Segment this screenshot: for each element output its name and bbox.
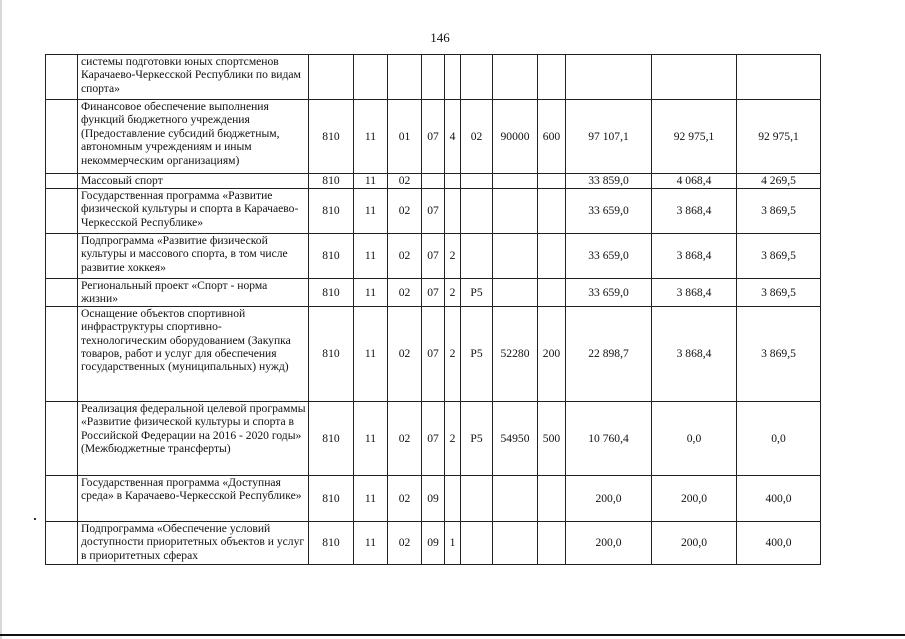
amount-2020-cell: 10 760,4 bbox=[566, 401, 652, 475]
code-expense-type-cell bbox=[538, 174, 566, 189]
code-subprogram-cell bbox=[445, 55, 461, 100]
code-subsection-cell: 02 bbox=[388, 306, 422, 401]
code-subsection-cell: 02 bbox=[388, 174, 422, 189]
amount-2022-cell: 3 869,5 bbox=[737, 234, 821, 279]
code-ministry-cell: 810 bbox=[309, 521, 354, 564]
amount-2022-cell: 3 869,5 bbox=[737, 306, 821, 401]
row-number-cell bbox=[46, 401, 78, 475]
code-subsection-cell: 02 bbox=[388, 279, 422, 307]
code-project-cell: P5 bbox=[461, 401, 493, 475]
amount-2022-cell: 3 869,5 bbox=[737, 189, 821, 234]
row-number-cell bbox=[46, 306, 78, 401]
code-section-cell: 11 bbox=[354, 174, 388, 189]
item-name-cell: системы подготовки юных спортсменов Карачаево-Черкесской Республики по видам спорта» bbox=[78, 55, 309, 100]
code-expense-type-cell bbox=[538, 189, 566, 234]
table-row bbox=[46, 279, 821, 307]
code-ministry-cell: 810 bbox=[309, 475, 354, 521]
code-direction-cell: 52280 bbox=[493, 306, 538, 401]
code-expense-type-cell bbox=[538, 279, 566, 307]
amount-2021-cell: 200,0 bbox=[652, 521, 737, 564]
code-section-cell: 11 bbox=[354, 475, 388, 521]
code-direction-cell bbox=[493, 279, 538, 307]
code-section-cell: 11 bbox=[354, 521, 388, 564]
code-subprogram-cell bbox=[445, 174, 461, 189]
amount-2021-cell: 92 975,1 bbox=[652, 100, 737, 174]
code-subsection-cell: 01 bbox=[388, 100, 422, 174]
code-project-cell: P5 bbox=[461, 306, 493, 401]
code-direction-cell bbox=[493, 174, 538, 189]
amount-2021-cell: 200,0 bbox=[652, 475, 737, 521]
code-program-cell: 09 bbox=[422, 475, 445, 521]
code-ministry-cell: 810 bbox=[309, 401, 354, 475]
amount-2020-cell: 200,0 bbox=[566, 521, 652, 564]
item-name-cell: Финансовое обеспечение выполнения функций бюджетного учреждения (Предоставление субсидий бюджетным, автономным учреждениям и иным некоммерческим организациям) bbox=[78, 100, 309, 174]
code-program-cell: 07 bbox=[422, 100, 445, 174]
code-section-cell: 11 bbox=[354, 189, 388, 234]
code-direction-cell: 54950 bbox=[493, 401, 538, 475]
code-direction-cell bbox=[493, 55, 538, 100]
scan-left-edge bbox=[0, 0, 2, 639]
code-ministry-cell: 810 bbox=[309, 306, 354, 401]
code-subprogram-cell bbox=[445, 189, 461, 234]
amount-2021-cell: 3 868,4 bbox=[652, 189, 737, 234]
code-expense-type-cell: 200 bbox=[538, 306, 566, 401]
amount-2020-cell: 33 859,0 bbox=[566, 174, 652, 189]
amount-2022-cell: 400,0 bbox=[737, 521, 821, 564]
item-name-cell: Государственная программа «Развитие физической культуры и спорта в Карачаево-Черкесской Республике» bbox=[78, 189, 309, 234]
amount-2021-cell: 3 868,4 bbox=[652, 306, 737, 401]
scan-artifact-dot bbox=[34, 518, 36, 520]
table-row bbox=[46, 521, 821, 564]
amount-2022-cell: 92 975,1 bbox=[737, 100, 821, 174]
page-bottom-border bbox=[0, 634, 905, 636]
code-subsection-cell: 02 bbox=[388, 234, 422, 279]
amount-2020-cell: 33 659,0 bbox=[566, 189, 652, 234]
table-row bbox=[46, 475, 821, 521]
code-project-cell bbox=[461, 174, 493, 189]
code-program-cell: 07 bbox=[422, 306, 445, 401]
code-expense-type-cell: 500 bbox=[538, 401, 566, 475]
row-number-cell bbox=[46, 475, 78, 521]
item-name-cell: Подпрограмма «Обеспечение условий доступности приоритетных объектов и услуг в приоритетных сферах bbox=[78, 521, 309, 564]
code-program-cell: 07 bbox=[422, 234, 445, 279]
code-subsection-cell: 02 bbox=[388, 521, 422, 564]
item-name-cell: Оснащение объектов спортивной инфраструктуры спортивно-технологическим оборудованием (Закупка товаров, работ и услуг для обеспечения государственных (муниципальных) нужд) bbox=[78, 306, 309, 401]
code-subsection-cell: 02 bbox=[388, 475, 422, 521]
amount-2020-cell: 22 898,7 bbox=[566, 306, 652, 401]
code-program-cell: 07 bbox=[422, 279, 445, 307]
table-row bbox=[46, 401, 821, 475]
item-name-cell: Региональный проект «Спорт - норма жизни» bbox=[78, 279, 309, 307]
row-number-cell bbox=[46, 174, 78, 189]
row-number-cell bbox=[46, 279, 78, 307]
code-expense-type-cell bbox=[538, 55, 566, 100]
row-number-cell bbox=[46, 521, 78, 564]
item-name-cell: Реализация федеральной целевой программы «Развитие физической культуры и спорта в Российской Федерации на 2016 - 2020 годы» (Межбюджетные трансферты) bbox=[78, 401, 309, 475]
code-direction-cell bbox=[493, 234, 538, 279]
code-expense-type-cell: 600 bbox=[538, 100, 566, 174]
item-name-cell: Массовый спорт bbox=[78, 174, 309, 189]
code-ministry-cell: 810 bbox=[309, 189, 354, 234]
code-program-cell: 07 bbox=[422, 401, 445, 475]
code-section-cell: 11 bbox=[354, 234, 388, 279]
code-ministry-cell: 810 bbox=[309, 100, 354, 174]
code-ministry-cell bbox=[309, 55, 354, 100]
code-expense-type-cell bbox=[538, 475, 566, 521]
code-section-cell: 11 bbox=[354, 401, 388, 475]
code-program-cell bbox=[422, 55, 445, 100]
amount-2021-cell: 0,0 bbox=[652, 401, 737, 475]
code-program-cell bbox=[422, 174, 445, 189]
page-number: 146 bbox=[430, 30, 450, 45]
code-direction-cell: 90000 bbox=[493, 100, 538, 174]
code-expense-type-cell bbox=[538, 521, 566, 564]
code-section-cell: 11 bbox=[354, 306, 388, 401]
item-name-cell: Государственная программа «Доступная среда» в Карачаево-Черкесской Республике» bbox=[78, 475, 309, 521]
table-row bbox=[46, 174, 821, 189]
row-number-cell bbox=[46, 234, 78, 279]
budget-table bbox=[45, 54, 821, 565]
amount-2020-cell: 200,0 bbox=[566, 475, 652, 521]
code-subprogram-cell: 2 bbox=[445, 234, 461, 279]
amount-2020-cell bbox=[566, 55, 652, 100]
table-row bbox=[46, 55, 821, 100]
amount-2022-cell: 400,0 bbox=[737, 475, 821, 521]
amount-2021-cell: 4 068,4 bbox=[652, 174, 737, 189]
amount-2020-cell: 33 659,0 bbox=[566, 234, 652, 279]
code-subprogram-cell: 2 bbox=[445, 401, 461, 475]
code-subsection-cell bbox=[388, 55, 422, 100]
row-number-cell bbox=[46, 55, 78, 100]
code-ministry-cell: 810 bbox=[309, 234, 354, 279]
amount-2022-cell: 0,0 bbox=[737, 401, 821, 475]
code-section-cell: 11 bbox=[354, 279, 388, 307]
row-number-cell bbox=[46, 100, 78, 174]
amount-2022-cell bbox=[737, 55, 821, 100]
code-section-cell bbox=[354, 55, 388, 100]
amount-2021-cell: 3 868,4 bbox=[652, 234, 737, 279]
code-subprogram-cell: 2 bbox=[445, 279, 461, 307]
code-direction-cell bbox=[493, 521, 538, 564]
item-name-cell: Подпрограмма «Развитие физической культуры и массового спорта, в том числе развитие хоккея» bbox=[78, 234, 309, 279]
amount-2022-cell: 3 869,5 bbox=[737, 279, 821, 307]
amount-2021-cell: 3 868,4 bbox=[652, 279, 737, 307]
code-subprogram-cell: 1 bbox=[445, 521, 461, 564]
code-subprogram-cell: 4 bbox=[445, 100, 461, 174]
code-project-cell bbox=[461, 475, 493, 521]
code-subsection-cell: 02 bbox=[388, 189, 422, 234]
row-number-cell bbox=[46, 189, 78, 234]
amount-2020-cell: 33 659,0 bbox=[566, 279, 652, 307]
code-direction-cell bbox=[493, 475, 538, 521]
code-expense-type-cell bbox=[538, 234, 566, 279]
amount-2021-cell bbox=[652, 55, 737, 100]
code-program-cell: 07 bbox=[422, 189, 445, 234]
code-project-cell bbox=[461, 234, 493, 279]
code-subsection-cell: 02 bbox=[388, 401, 422, 475]
code-project-cell bbox=[461, 55, 493, 100]
amount-2022-cell: 4 269,5 bbox=[737, 174, 821, 189]
table-row bbox=[46, 234, 821, 279]
code-project-cell: P5 bbox=[461, 279, 493, 307]
table-row bbox=[46, 189, 821, 234]
code-ministry-cell: 810 bbox=[309, 174, 354, 189]
table-row bbox=[46, 100, 821, 174]
code-project-cell: 02 bbox=[461, 100, 493, 174]
code-program-cell: 09 bbox=[422, 521, 445, 564]
code-subprogram-cell bbox=[445, 475, 461, 521]
code-direction-cell bbox=[493, 189, 538, 234]
code-subprogram-cell: 2 bbox=[445, 306, 461, 401]
table-row bbox=[46, 306, 821, 401]
code-ministry-cell: 810 bbox=[309, 279, 354, 307]
code-section-cell: 11 bbox=[354, 100, 388, 174]
amount-2020-cell: 97 107,1 bbox=[566, 100, 652, 174]
code-project-cell bbox=[461, 189, 493, 234]
code-project-cell bbox=[461, 521, 493, 564]
